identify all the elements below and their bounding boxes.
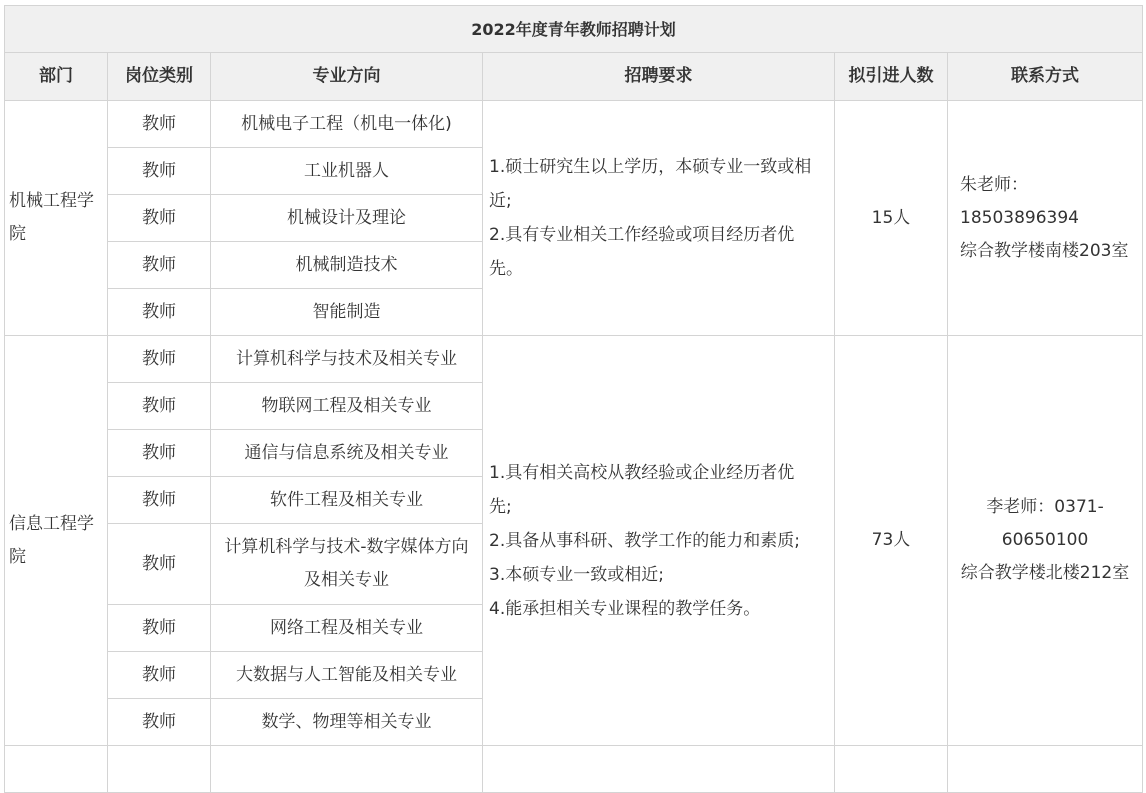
empty-cell	[108, 746, 211, 793]
category-cell: 教师	[108, 652, 211, 699]
department-line: 信息工程学	[9, 513, 94, 534]
category-cell: 教师	[108, 605, 211, 652]
header-position-category: 岗位类别	[108, 53, 211, 101]
category-cell: 教师	[108, 242, 211, 289]
requirement-line: 3.本硕专业一致或相近;	[489, 564, 664, 585]
contact-line: 朱老师：18503896394	[960, 174, 1079, 228]
table-row	[5, 101, 1143, 148]
major-cell: 网络工程及相关专业	[211, 605, 483, 652]
requirement-line: 先;	[489, 496, 512, 517]
recruitment-plan-table	[4, 5, 1143, 793]
contact-line: 60650100	[1001, 530, 1089, 550]
major-cell: 数学、物理等相关专业	[211, 699, 483, 746]
contact-cell	[948, 101, 1143, 336]
contact-line: 李老师：0371-	[986, 497, 1104, 517]
major-cell: 大数据与人工智能及相关专业	[211, 652, 483, 699]
category-cell: 教师	[108, 430, 211, 477]
category-cell: 教师	[108, 336, 211, 383]
headcount-cell: 15人	[835, 101, 948, 336]
major-cell: 机械电子工程（机电一体化)	[211, 101, 483, 148]
requirement-line: 近;	[489, 191, 512, 211]
category-cell: 教师	[108, 289, 211, 336]
category-cell: 教师	[108, 477, 211, 524]
empty-cell	[211, 746, 483, 793]
requirement-line: 1.硕士研究生以上学历，本硕专业一致或相	[489, 157, 812, 177]
major-cell	[211, 524, 483, 605]
major-cell: 机械制造技术	[211, 242, 483, 289]
department-line: 院	[9, 224, 26, 244]
empty-cell	[948, 746, 1143, 793]
category-cell: 教师	[108, 101, 211, 148]
empty-cell	[5, 746, 108, 793]
category-cell: 教师	[108, 195, 211, 242]
category-cell: 教师	[108, 148, 211, 195]
header-headcount: 拟引进人数	[835, 53, 948, 101]
category-cell: 教师	[108, 699, 211, 746]
major-cell: 软件工程及相关专业	[211, 477, 483, 524]
requirement-line: 1.具有相关高校从教经验或企业经历者优	[489, 462, 795, 483]
contact-cell	[948, 336, 1143, 746]
department-line: 院	[9, 546, 26, 567]
requirements-cell	[483, 336, 835, 746]
header-major: 专业方向	[211, 53, 483, 101]
major-cell: 机械设计及理论	[211, 195, 483, 242]
major-line: 及相关专业	[304, 570, 389, 590]
major-cell: 通信与信息系统及相关专业	[211, 430, 483, 477]
category-cell: 教师	[108, 383, 211, 430]
major-cell: 物联网工程及相关专业	[211, 383, 483, 430]
contact-line: 综合教学楼南楼203室	[960, 240, 1129, 261]
contact-line: 综合教学楼北楼212室	[960, 563, 1130, 583]
requirement-line: 2.具有专业相关工作经验或项目经历者优	[489, 225, 795, 245]
empty-cell	[835, 746, 948, 793]
requirement-line: 4.能承担相关专业课程的教学任务。	[489, 598, 761, 619]
headcount-cell: 73人	[835, 336, 948, 746]
department-cell	[5, 101, 108, 336]
requirement-line: 2.具备从事科研、教学工作的能力和素质;	[489, 530, 800, 551]
department-line: 机械工程学	[9, 191, 94, 211]
major-cell: 计算机科学与技术及相关专业	[211, 336, 483, 383]
header-department: 部门	[5, 53, 108, 101]
major-line: 计算机科学与技术-数字媒体方向	[224, 537, 469, 557]
table-title: 2022年度青年教师招聘计划	[5, 6, 1143, 53]
category-cell: 教师	[108, 524, 211, 605]
major-cell: 智能制造	[211, 289, 483, 336]
major-cell: 工业机器人	[211, 148, 483, 195]
header-contact: 联系方式	[948, 53, 1143, 101]
department-cell	[5, 336, 108, 746]
requirements-cell	[483, 101, 835, 336]
header-requirements: 招聘要求	[483, 53, 835, 101]
table-row	[5, 336, 1143, 383]
requirement-line: 先。	[489, 259, 523, 279]
empty-cell	[483, 746, 835, 793]
table-row	[5, 746, 1143, 793]
